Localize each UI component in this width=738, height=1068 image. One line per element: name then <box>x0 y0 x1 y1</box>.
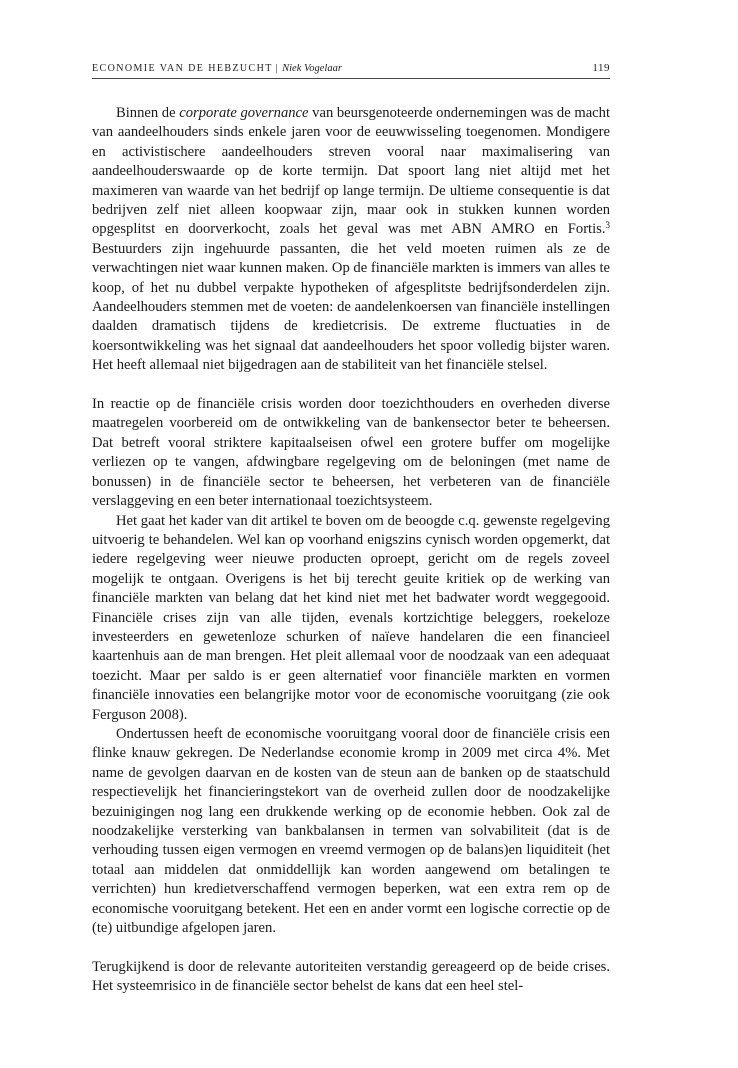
paragraph-corporate-governance <box>92 104 610 376</box>
running-head-left <box>92 63 342 74</box>
italic-term: corporate governance <box>179 105 309 121</box>
paragraph-text: Bestuurders zijn ingehuurde passanten, die het veld moeten ruimen als ze de verwachtingen niet waar kunnen maken. Op de financiële markten is immers van alles te koop, of het nu dubbel verpakte hypotheken of afgesplitste bedrijfsonderdelen zijn. Aandeelhouders stemmen met de voeten: de aandelenkoersen van financiële instellingen daalden dramatisch tijdens de kredietcrisis. De extreme fluctuaties in de koersontwikkeling was het signaal dat aandeelhouders het spoor volledig bijster waren. Het heeft allemaal niet bijgedragen aan de stabiliteit van het financiële stelsel. <box>92 240 610 374</box>
page-number: 119 <box>592 62 610 74</box>
paragraph-regelgeving: Het gaat het kader van dit artikel te boven om de beoogde c.q. gewenste regelgeving uitvoerig te behandelen. Wel kan op voorhand enigszins cynisch worden opgemerkt, dat iedere regelgeving weer nieuwe producten oproept, gericht om de regels zoveel mogelijk te ontgaan. Overigens is het bij terecht geuite kritiek op de werking van financiële markten van belang dat het kind niet met het badwater wordt weggegooid. Financiële crises zijn van alle tijden, evenals kortzichtige beleggers, roekeloze investeerders en gewetenloze schurken of naïeve handelaren die een financieel kaartenhuis aan de man brengen. Het pleit allemaal voor de noodzaak van een adequaat toezicht. Maar per saldo is er geen alternatief voor financiële markten en vormen financiële innovaties een belangrijke motor voor de economische vooruitgang (zie ook Ferguson 2008). <box>92 512 610 723</box>
paragraph-text: Binnen de <box>116 105 180 121</box>
paragraph-vooruitgang: Ondertussen heeft de economische vooruitgang vooral door de financiële crisis een flinke knauw gekregen. De Nederlandse economie kromp in 2009 met circa 4%. Met name de gevolgen daarvan en de kosten van de steun aan de banken op de staatschuld respectievelijk het financieringstekort van de overheid zullen door de noodzakelijke bezuinigingen nog lang een drukkende werking op de economie hebben. Ook zal de noodzakelijke versterking van bankbalansen in termen van solvabiliteit (dat is de verhouding tussen eigen vermogen en vreemd vermogen op de balans)en liquiditeit (het totaal aan middelen dat onmiddellijk kan worden aangewend om betalingen te verrichten) hun kredietverschaffend vermogen beperken, wat een extra rem op de economische vooruitgang betekent. Het een en ander vormt een logische correctie op de (te) uitbundige afgelopen jaren. <box>92 725 610 937</box>
paragraph-terugkijkend: Terugkijkend is door de relevante autoriteiten verstandig gereageerd op de beide crises. Het systeemrisico in de financiële sector behelst de kans dat een heel stel- <box>92 958 610 995</box>
body-text <box>92 104 610 997</box>
paragraph-text: van beursgenoteerde ondernemingen was de macht van aandeelhouders sinds enkele jaren voor de eeuwwisseling toegenomen. Mondigere en activistischere aandeelhouders streven vooral naar maximalisering van aandeelhouderswaarde op de korte termijn. Dat spoort lang niet altijd met het maximeren van waarde van het bedrijf op lange termijn. De ultieme consequentie is dat bedrijven zelf niet alleen koopwaar zijn, maar ook in stukken kunnen worden opgesplitst en doorverkocht, zoals het geval was met ABN AMRO en Fortis. <box>92 105 611 238</box>
paragraph-reactie: In reactie op de financiële crisis worden door toezichthouders en overheden diverse maatregelen voorbereid om de ontwikkeling van de bankensector beter te beheersen. Dat betreft vooral striktere kapitaalseisen ofwel een grotere buffer om mogelijke verliezen op te vangen, afdwingbare regelgeving om de beloningen (met name de bonussen) in de financiële sector te beheersen, het verbeteren van de financiële verslaggeving en een beter internationaal toezichtsysteem. <box>92 396 610 510</box>
author-name: Niek Vogelaar <box>282 63 342 74</box>
footnote-marker: 3 <box>605 220 610 231</box>
running-head <box>92 60 610 79</box>
header-separator: | <box>275 63 280 74</box>
book-title: ECONOMIE VAN DE HEBZUCHT <box>92 63 273 74</box>
